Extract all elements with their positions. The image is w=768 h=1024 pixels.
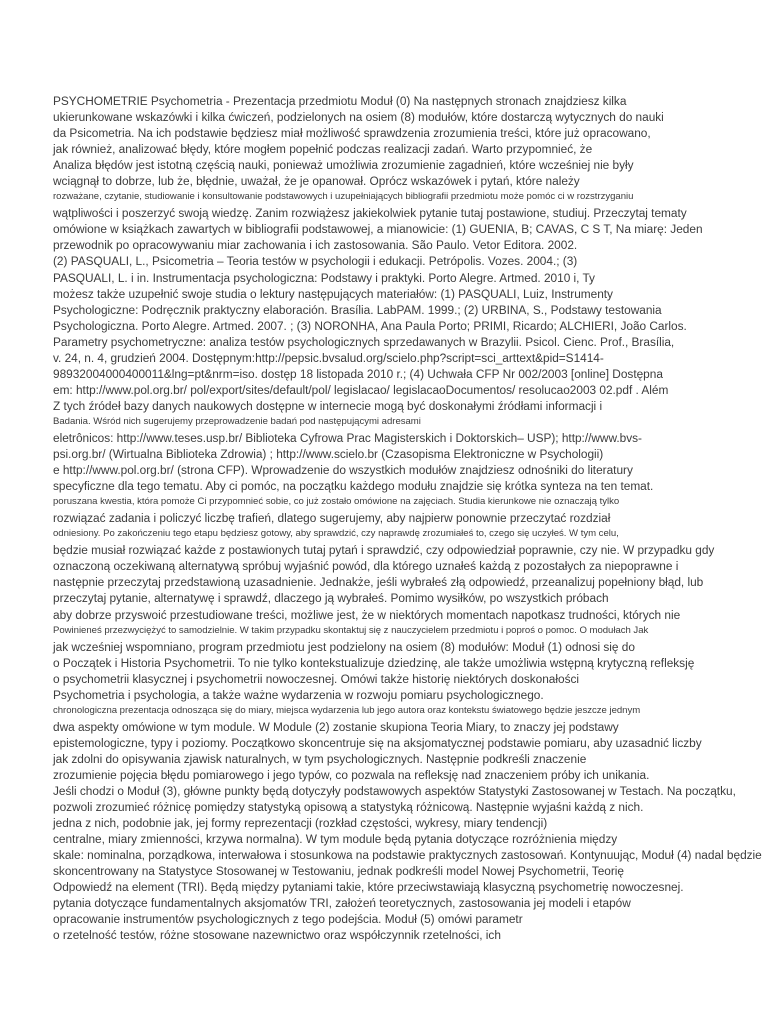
text-line: (2) PASQUALI, L., Psicometria – Teoria testów w psychologii i edukacji. Petrópolis. Vozes. 2004.; (3) [53, 254, 578, 269]
text-line: rozważane, czytanie, studiowanie i konsultowanie podstawowych i uzupełniających bibliografii przedmiotu może pomóc ci w rozstrzyganiu [53, 191, 634, 203]
text-line: omówione w książkach zawartych w bibliografii podstawowej, a mianowicie: (1) GUENIA, B; CAVAS, C S T, Na miarę: Jeden [53, 222, 703, 237]
text-line: możesz także uzupełnić swoje studia o lektury następujących materiałów: (1) PASQUALI, Luiz, Instrumenty [53, 286, 613, 301]
text-line: przewodnik po opracowywaniu miar zachowania i ich zastosowania. São Paulo. Vetor Editora. 2002. [53, 238, 578, 253]
text-line: pozwoli zrozumieć różnicę pomiędzy statystyką opisową a statystyką różnicową. Następnie wyjaśni każdą z nich. [53, 800, 644, 815]
text-line: Z tych źródeł bazy danych naukowych dostępne w internecie mogą być doskonałymi źródłami informacji i [53, 398, 603, 413]
text-line: zrozumienie pojęcia błędu pomiarowego i jego typów, co pozwala na refleksję nad znaczeniem próby ich unikania. [53, 767, 650, 782]
text-line: jak również, analizować błędy, które mogłem popełnić podczas realizacji zadań. Warto przypomnieć, że [53, 142, 593, 157]
document-body [53, 93, 768, 943]
text-line: Psychologiczna. Porto Alegre. Artmed. 2007. ; (3) NORONHA, Ana Paula Porto; PRIMI, Ricardo; ALCHIERI, João Carlos. [53, 318, 687, 333]
text-line: Psychometria i psychologia, a także ważne wydarzenia w rozwoju pomiaru psychologicznego. [53, 687, 544, 702]
text-line: PSYCHOMETRIE Psychometria - Prezentacja przedmiotu Moduł (0) Na następnych stronach znajdziesz kilka [53, 94, 627, 108]
text-line: będzie musiał rozwiązać każde z postawionych tutaj pytań i sprawdzić, czy odpowiedział poprawnie, czy nie. W przypadku gdy [53, 543, 715, 558]
text-line: oznaczoną oczekiwaną alternatywą spróbuj wyjaśnić powód, dla którego uznałeś każdą z pozostałych za niepoprawne i [53, 559, 679, 574]
text-line: skale: nominalna, porządkowa, interwałowa i stosunkowa na podstawie praktycznych zastosowań. Kontynuując, Moduł (4) nadal będzie [53, 848, 762, 863]
text-line: jak wcześniej wspomniano, program przedmiotu jest podzielony na osiem (8) modułów: Moduł (1) odnosi się do [53, 639, 635, 654]
text-line: 98932004000400011&lng=pt&nrm=iso. dostęp 18 listopada 2010 r.; (4) Uchwała CFP Nr 002/2003 [online] Dostępna [53, 366, 663, 381]
text-line: pytania dotyczące fundamentalnych aksjomatów TRI, założeń teoretycznych, zastosowania jej modeli i etapów [53, 896, 631, 911]
text-line: Odpowiedź na element (TRI). Będą między pytaniami takie, które przeciwstawiają klasyczną psychometrię nowoczesnej. [53, 880, 684, 895]
text-line: o psychometrii klasycznej i psychometrii nowoczesnej. Omówi także historię niektórych doskonałości [53, 671, 579, 686]
text-line: opracowanie instrumentów psychologicznych z tego podejścia. Moduł (5) omówi parametr [53, 912, 523, 927]
text-line: e http://www.pol.org.br/ (strona CFP). Wprowadzenie do wszystkich modułów znajdziesz odnośniki do literatury [53, 463, 633, 478]
text-line: chronologiczna prezentacja odnosząca się do miary, miejsca wydarzenia lub jego autora oraz kontekstu światowego będzie jeszcze jednym [53, 704, 641, 716]
text-line: da Psicometria. Na ich podstawie będziesz miał możliwość sprawdzenia zrozumienia treści, które już opracowano, [53, 126, 651, 141]
text-line: Analiza błędów jest istotną częścią nauki, ponieważ umożliwia zrozumienie zagadnień, które wcześniej nie były [53, 158, 634, 173]
text-line: Jeśli chodzi o Moduł (3), główne punkty będą dotyczyły podstawowych aspektów Statystyki Zastosowanej w Testach. Na początku, [53, 784, 736, 799]
text-line: skoncentrowany na Statystyce Stosowanej w Testowaniu, jednak podkreśli model Nowej Psychometrii, Teorię [53, 864, 624, 879]
text-line: odniesiony. Po zakończeniu tego etapu będziesz gotowy, aby sprawdzić, czy naprawdę zrozumiałeś to, czego się uczyłeś. W tym celu, [53, 528, 619, 540]
text-line: dwa aspekty omówione w tym module. W Module (2) zostanie skupiona Teoria Miary, to znaczy jej podstawy [53, 719, 619, 734]
text-line: Parametry psychometryczne: analiza testów psychologicznych sprzedawanych w Brazylii. Psicol. Cienc. Prof., Brasília, [53, 334, 675, 349]
text-line: ukierunkowane wskazówki i kilka ćwiczeń, podzielonych na osiem (8) modułów, które dostarczą wytycznych do nauki [53, 110, 664, 125]
text-line: eletrônicos: http://www.teses.usp.br/ Biblioteka Cyfrowa Prac Magisterskich i Doktorskich– USP); http://www.bvs- [53, 430, 642, 445]
text-line: epistemologiczne, typy i poziomy. Początkowo skoncentruje się na aksjomatycznej podstawie pomiaru, aby uzasadnić liczby [53, 735, 702, 750]
text-line: przeczytaj pytanie, alternatywę i sprawdź, dlaczego ją wybrałeś. Pomimo wysiłków, po wszystkich próbach [53, 591, 609, 606]
text-line: wciągnął to dobrze, lub że, błędnie, uważał, że je opanował. Oprócz wskazówek i pytań, które należy [53, 174, 580, 189]
text-line: Psychologiczne: Podręcznik praktyczny elaboración. Brasília. LabPAM. 1999.; (2) URBINA, S., Podstawy testowania [53, 302, 662, 317]
text-line: centralne, miary zmienności, krzywa normalna). W tym module będą pytania dotyczące rozróżnienia między [53, 832, 618, 847]
text-line: o Początek i Historia Psychometrii. To nie tylko kontekstualizuje dziedzinę, ale także umożliwia wstępną krytyczną refleksję [53, 655, 695, 670]
text-line: następnie przeczytaj przedstawioną uzasadnienie. Jednakże, jeśli wybrałeś złą odpowiedź, przeanalizuj popełniony błąd, lub [53, 575, 704, 590]
text-line: jak zdolni do opisywania zjawisk naturalnych, w tym psychologicznych. Następnie podkreśli znaczenie [53, 751, 587, 766]
text-line: wątpliwości i poszerzyć swoją wiedzę. Zanim rozwiążesz jakiekolwiek pytanie tutaj postawione, studiuj. Przeczytaj tematy [53, 206, 687, 221]
text-line: Powinieneś przezwyciężyć to samodzielnie. W takim przypadku skontaktuj się z nauczycielem przedmiotu i poproś o pomoc. O modułach Jak [53, 624, 649, 636]
text-line: specyficzne dla tego tematu. Aby ci pomóc, na początku każdego modułu znajdzie się krótka synteza na ten temat. [53, 479, 654, 494]
text-line: aby dobrze przyswoić przestudiowane treści, możliwe jest, że w niektórych momentach napotkasz trudności, których nie [53, 607, 681, 622]
text-line: em: http://www.pol.org.br/ pol/export/sites/default/pol/ legislacao/ legislacaoDocumentos/ resolucao2003 02.pdf . Além [53, 382, 669, 397]
text-line: jedna z nich, podobnie jak, jej formy reprezentacji (rozkład częstości, wykresy, miary tendencji) [53, 816, 548, 831]
text-line: PASQUALI, L. i in. Instrumentacja psychologiczna: Podstawy i praktyki. Porto Alegre. Artmed. 2010 i, Ty [53, 270, 595, 285]
text-line: rozwiązać zadania i policzyć liczbę trafień, dlatego sugerujemy, aby najpierw ponownie przeczytać rozdział [53, 511, 611, 526]
text-line: poruszana kwestia, która pomoże Ci przypomnieć sobie, co już zostało omówione na zajęciach. Studia kierunkowe nie oznaczają tylko [53, 496, 620, 508]
text-line: v. 24, n. 4, grudzień 2004. Dostępnym:http://pepsic.bvsalud.org/scielo.php?script=sci_arttext&pid=S1414- [53, 350, 604, 365]
text-line: psi.org.br/ (Wirtualna Biblioteka Zdrowia) ; http://www.scielo.br (Czasopisma Elektroniczne w Psychologii) [53, 447, 604, 462]
text-line: o rzetelność testów, różne stosowane nazewnictwo oraz współczynnik rzetelności, ich [53, 928, 501, 943]
text-line: Badania. Wśród nich sugerujemy przeprowadzenie badań pod następującymi adresami [53, 415, 421, 427]
